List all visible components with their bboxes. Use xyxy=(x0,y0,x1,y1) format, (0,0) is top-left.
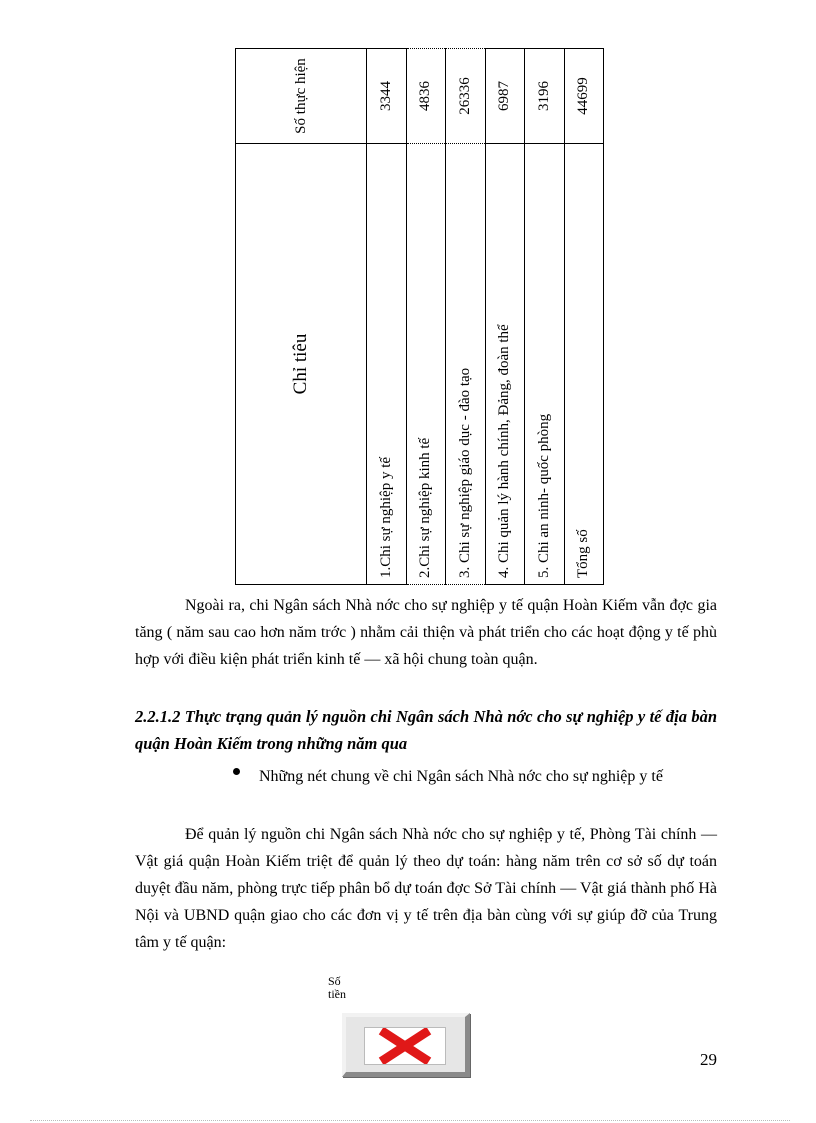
table-row xyxy=(525,49,565,585)
total-label: Tổng số xyxy=(564,144,604,585)
broken-image-frame xyxy=(364,1027,446,1065)
row-label: 1.Chi sự nghiệp y tế xyxy=(367,144,407,585)
rotated-table-container xyxy=(235,58,604,585)
paragraph-2: Để quản lý nguồn chi Ngân sách Nhà nớc cho sự nghiệp y tế, Phòng Tài chính — Vật giá quận Hoàn Kiếm triệt để quản lý theo dự toán: hàng năm trên cơ sở số dự toán duyệt đầu năm, phòng trực tiếp phân bổ dự toán đợc Sở Tài chính — Vật giá thành phố Hà Nội và UBND quận giao cho các đơn vị y tế trên địa bàn cùng với sự giúp đỡ của Trung tâm y tế quận: xyxy=(135,826,717,951)
section-heading: 2.2.1.2 Thực trạng quản lý nguồn chi Ngân sách Nhà nớc cho sự nghiệp y tế địa bàn quận Hoàn Kiếm trong những năm qua xyxy=(135,707,717,753)
paragraph-1: Ngoài ra, chi Ngân sách Nhà nớc cho sự nghiệp y tế quận Hoàn Kiếm vẫn đợc gia tăng ( năm sau cao hơn năm trớc ) nhằm cải thiện và phát triển cho các hoạt động y tế phù hợp với điều kiện phát triển kinh tế — xã hội chung toàn quận. xyxy=(135,597,717,668)
bullet-icon xyxy=(233,768,240,775)
chart-label-line1: Số xyxy=(328,974,341,988)
row-label: 5. Chi an ninh- quốc phòng xyxy=(525,144,565,585)
table-row xyxy=(406,49,446,585)
row-label: 3. Chi sự nghiệp giáo dục - đào tạo xyxy=(446,144,486,585)
header-chi-tieu: Chỉ tiêu xyxy=(236,144,367,585)
row-value: 6987 xyxy=(485,49,525,144)
table-row xyxy=(446,49,486,585)
bullet-text: Những nét chung về chi Ngân sách Nhà nớc cho sự nghiệp y tế xyxy=(259,768,663,785)
header-so-thuc-hien: Số thực hiện xyxy=(236,49,367,144)
row-value: 4836 xyxy=(406,49,446,144)
table-row xyxy=(485,49,525,585)
page-number: 29 xyxy=(700,1050,717,1069)
total-value: 44699 xyxy=(564,49,604,144)
footer-divider xyxy=(30,1120,790,1121)
table-row xyxy=(367,49,407,585)
chart-axis-label xyxy=(328,975,346,1001)
row-value: 26336 xyxy=(446,49,486,144)
row-label: 4. Chi quản lý hành chính, Đảng, đoàn thể xyxy=(485,144,525,585)
chart-label-line2: tiền xyxy=(328,987,346,1001)
table-total-row xyxy=(564,49,604,585)
row-label: 2.Chi sự nghiệp kinh tế xyxy=(406,144,446,585)
table-header-row xyxy=(236,49,367,585)
broken-image-icon xyxy=(342,1013,470,1077)
budget-table xyxy=(235,48,604,585)
row-value: 3344 xyxy=(367,49,407,144)
row-value: 3196 xyxy=(525,49,565,144)
red-x-icon xyxy=(365,1028,445,1064)
